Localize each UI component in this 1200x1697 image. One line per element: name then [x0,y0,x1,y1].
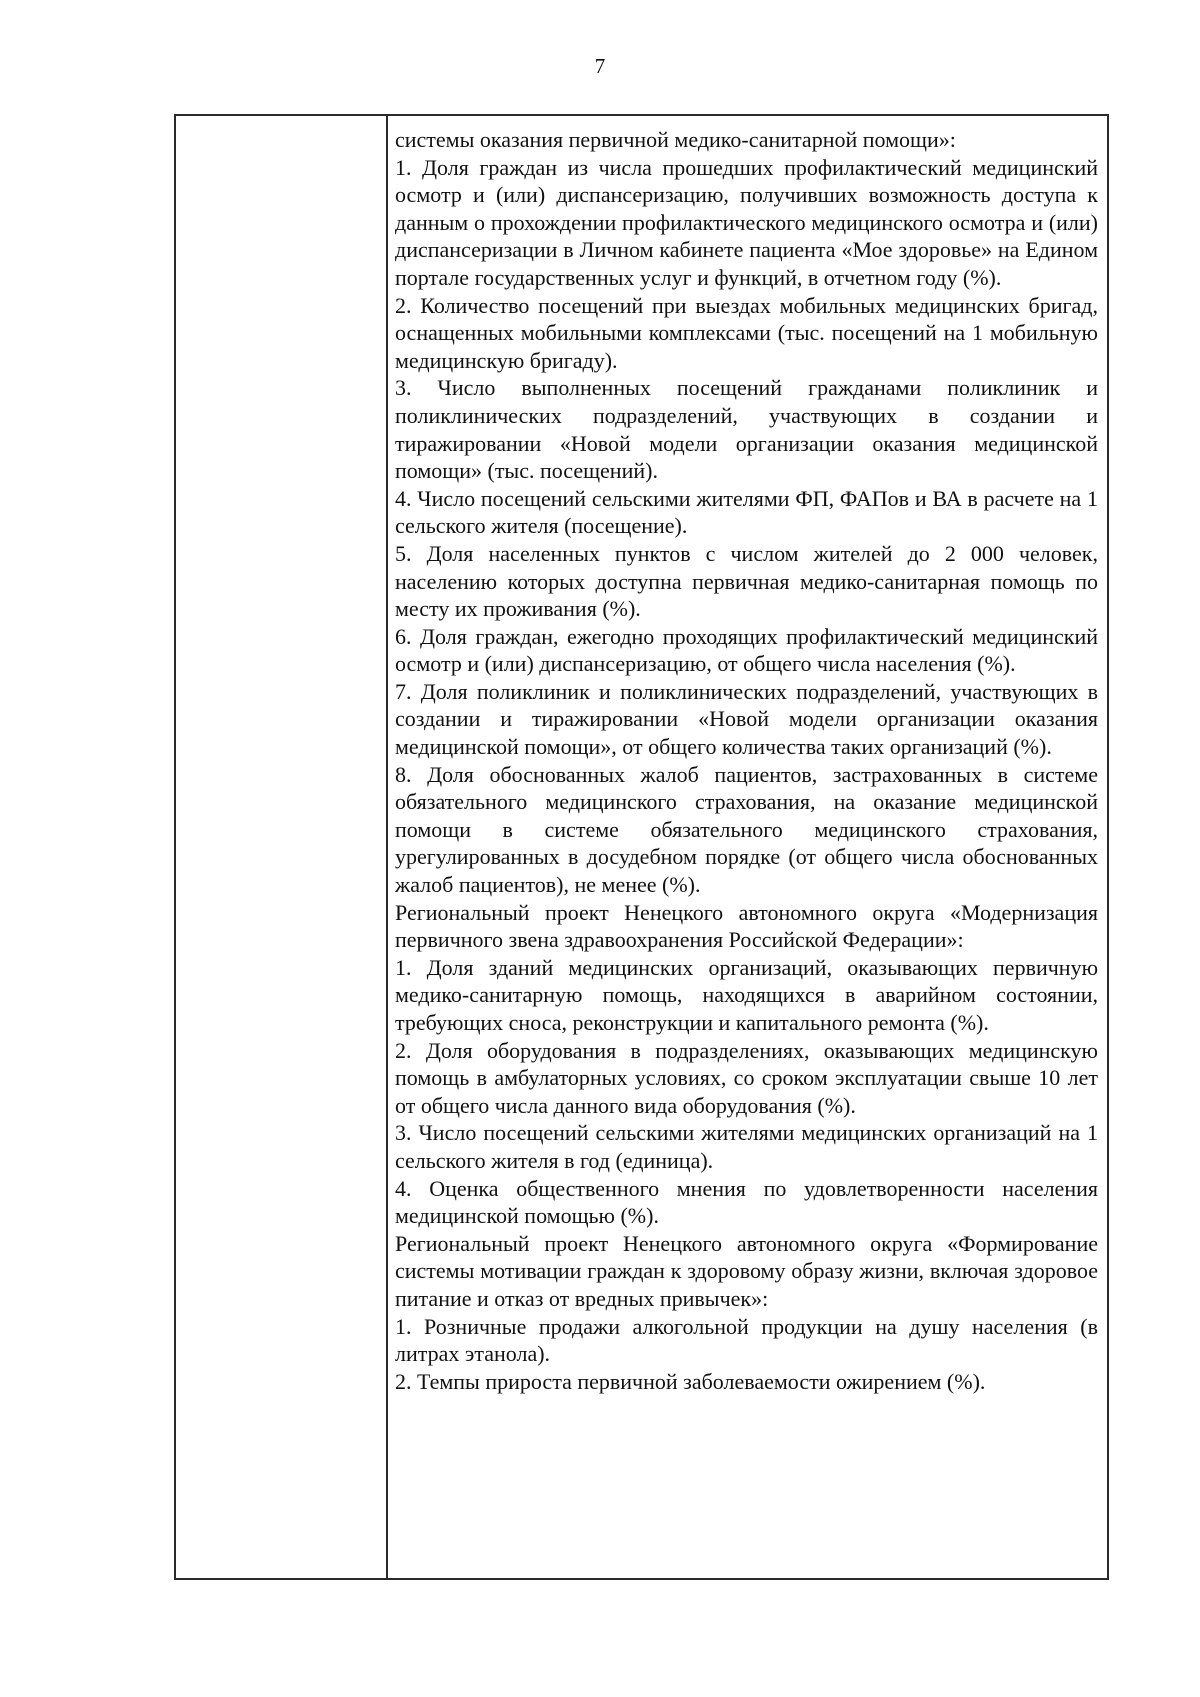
indicator-item: 5. Доля населенных пунктов с числом жителей до 2 000 человек, населению которых доступна первичная медико-санитарная помощь по месту их проживания (%). [395,540,1098,622]
page-number: 7 [594,54,606,78]
indicator-item: 8. Доля обоснованных жалоб пациентов, застрахованных в системе обязательного медицинского страхования, на оказание медицинской помощи в системе обязательного медицинского страхования, урегулированных в досудебном порядке (от общего числа обоснованных жалоб пациентов), не менее (%). [395,761,1098,898]
indicator-item: 2. Темпы прироста первичной заболеваемости ожирением (%). [395,1368,986,1394]
indicator-item: 3. Число посещений сельскими жителями медицинских организаций на 1 сельского жителя в год (единица). [395,1120,1098,1173]
indicator-item: 4. Оценка общественного мнения по удовлетворенности населения медицинской помощью (%). [395,1175,1098,1229]
indicator-item: 1. Доля граждан из числа прошедших профилактический медицинский осмотр и (или) диспансеризацию, получивших возможность доступа к данным о прохождении профилактического медицинского осмотра и (или) диспансеризации в Личном кабинете пациента «Мое здоровье» на Едином портале государственных услуг и функций, в отчетном году (%). [395,154,1098,290]
indicator-item: 3. Число выполненных посещений гражданами поликлиник и поликлинических подразделений, участвующих в создании и тиражировании «Новой модели организации оказания медицинской помощи» (тыс. посещений). [395,375,1098,484]
table-right-cell [388,116,1107,1578]
project-heading: Региональный проект Ненецкого автономного округа «Модернизация первичного звена здравоохранения Российской Федерации»: [395,899,1098,953]
indicator-item: 6. Доля граждан, ежегодно проходящих профилактический медицинский осмотр и (или) диспансеризацию, от общего числа населения (%). [395,623,1098,677]
indicator-item: 4. Число посещений сельскими жителями ФП, ФАПов и ВА в расчете на 1 сельского жителя (посещение). [395,485,1098,539]
indicator-item: 7. Доля поликлиник и поликлинических подразделений, участвующих в создании и тиражировании «Новой модели организации оказания медицинской помощи», от общего количества таких организаций (%). [395,678,1098,760]
indicator-item: 2. Количество посещений при выездах мобильных медицинских бригад, оснащенных мобильными комплексами (тыс. посещений на 1 мобильную медицинскую бригаду). [395,292,1098,373]
paragraph-continuation: системы оказания первичной медико-санитарной помощи»: [395,127,956,152]
indicator-item: 2. Доля оборудования в подразделениях, оказывающих медицинскую помощь в амбулаторных условиях, со сроком эксплуатации свыше 10 лет от общего числа данного вида оборудования (%). [395,1037,1098,1118]
indicator-item: 1. Розничные продажи алкогольной продукции на душу населения (в литрах этанола). [395,1313,1098,1367]
project-heading: Региональный проект Ненецкого автономного округа «Формирование системы мотивации граждан к здоровому образу жизни, включая здоровое питание и отказ от вредных привычек»: [395,1230,1098,1311]
document-table [174,114,1109,1580]
table-left-cell [176,116,388,1578]
indicator-item: 1. Доля зданий медицинских организаций, оказывающих первичную медико-санитарную помощь, находящихся в аварийном состоянии, требующих сноса, реконструкции и капитального ремонта (%). [395,954,1098,1035]
